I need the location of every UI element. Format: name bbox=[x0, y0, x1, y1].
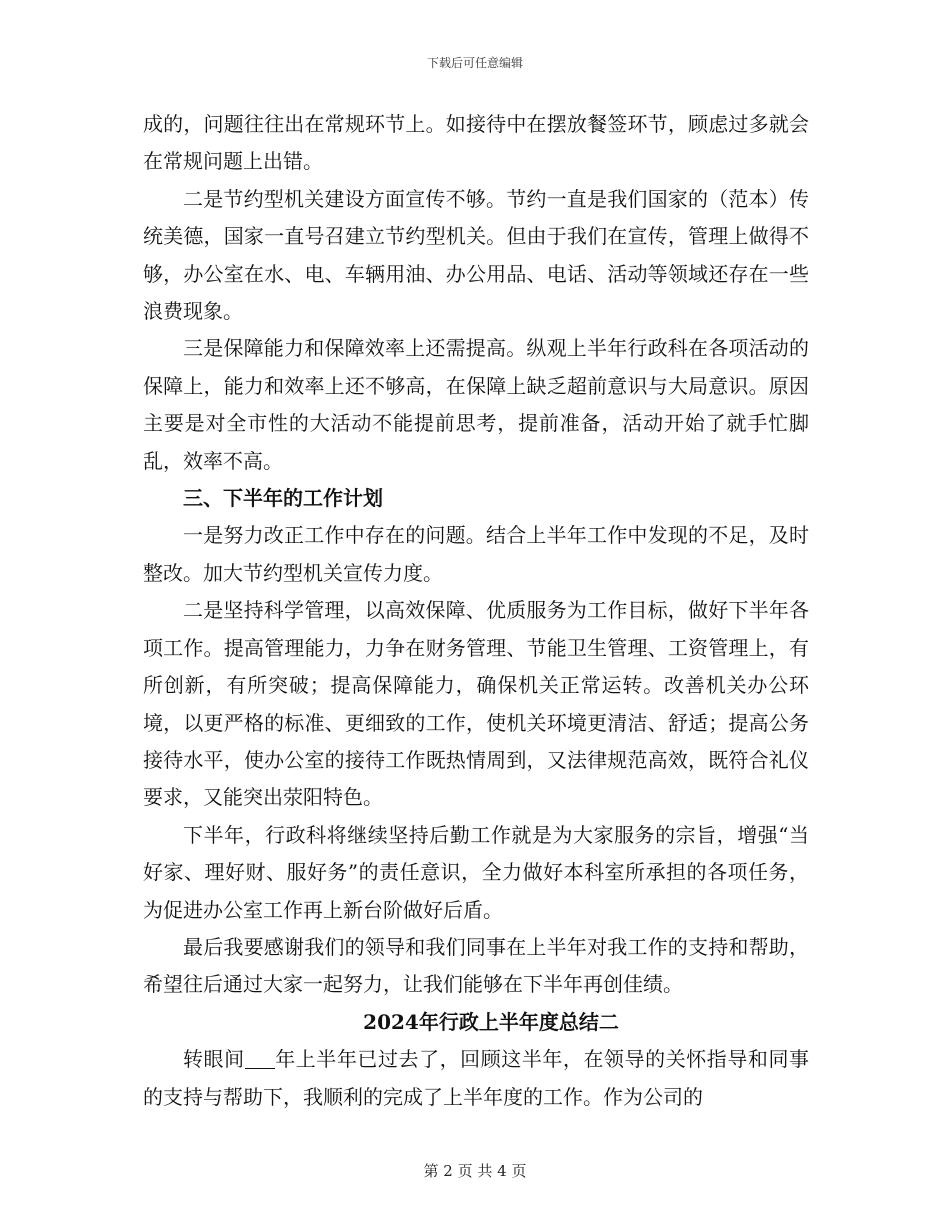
paragraph-6: 下半年，行政科将继续坚持后勤工作就是为大家服务的宗旨，增强“当好家、理好财、服好务”的责任意识，全力做好本科室所承担的各项任务，为促进办公室工作再上新台阶做好后盾。 bbox=[143, 822, 809, 922]
page-number: 第 2 页 共 4 页 bbox=[423, 1162, 527, 1180]
paragraph-1: 成的，问题往往出在常规环节上。如接待中在摆放餐签环节，顾虑过多就会在常规问题上出错。 bbox=[143, 112, 809, 174]
paragraph-8-rest: 年上半年已过去了，回顾这半年，在领导的关怀指导和同事的支持与帮助下，我顺利的完成了上半年度的工作。作为公司的 bbox=[143, 1047, 810, 1109]
section-heading: 三、下半年的工作计划 bbox=[183, 486, 383, 511]
document-body bbox=[143, 106, 809, 1116]
paragraph-2: 二是节约型机关建设方面宣传不够。节约一直是我们国家的（范本）传统美德，国家一直号召建立节约型机关。但由于我们在宣传，管理上做得不够，办公室在水、电、车辆用油、办公用品、电话、活动等领域还存在一些浪费现象。 bbox=[143, 186, 809, 324]
fill-in-blank bbox=[245, 1048, 275, 1069]
paragraph-8-start: 转眼间 bbox=[183, 1047, 245, 1072]
document-title: 2024年行政上半年度总结二 bbox=[363, 1009, 619, 1034]
paragraph-5: 二是坚持科学管理，以高效保障、优质服务为工作目标，做好下半年各项工作。提高管理能力，力争在财务管理、节能卫生管理、工资管理上，有所创新，有所突破；提高保障能力，确保机关正常运转。改善机关办公环境，以更严格的标准、更细致的工作，使机关环境更清洁、舒适；提高公务接待水平，使办公室的接待工作既热情周到，又法律规范高效，既符合礼仪要求，又能突出荥阳特色。 bbox=[143, 598, 809, 810]
page-header: 下载后可任意编辑 bbox=[426, 56, 523, 70]
paragraph-8 bbox=[143, 1041, 809, 1116]
paragraph-7: 最后我要感谢我们的领导和我们同事在上半年对我工作的支持和帮助，希望往后通过大家一起努力，让我们能够在下半年再创佳绩。 bbox=[143, 934, 809, 997]
paragraph-3: 三是保障能力和保障效率上还需提高。纵观上半年行政科在各项活动的保障上，能力和效率上还不够高，在保障上缺乏超前意识与大局意识。原因主要是对全市性的大活动不能提前思考，提前准备，活动开始了就手忙脚乱，效率不高。 bbox=[143, 336, 809, 473]
paragraph-4: 一是努力改正工作中存在的问题。结合上半年工作中发现的不足，及时整改。加大节约型机关宣传力度。 bbox=[143, 523, 809, 585]
